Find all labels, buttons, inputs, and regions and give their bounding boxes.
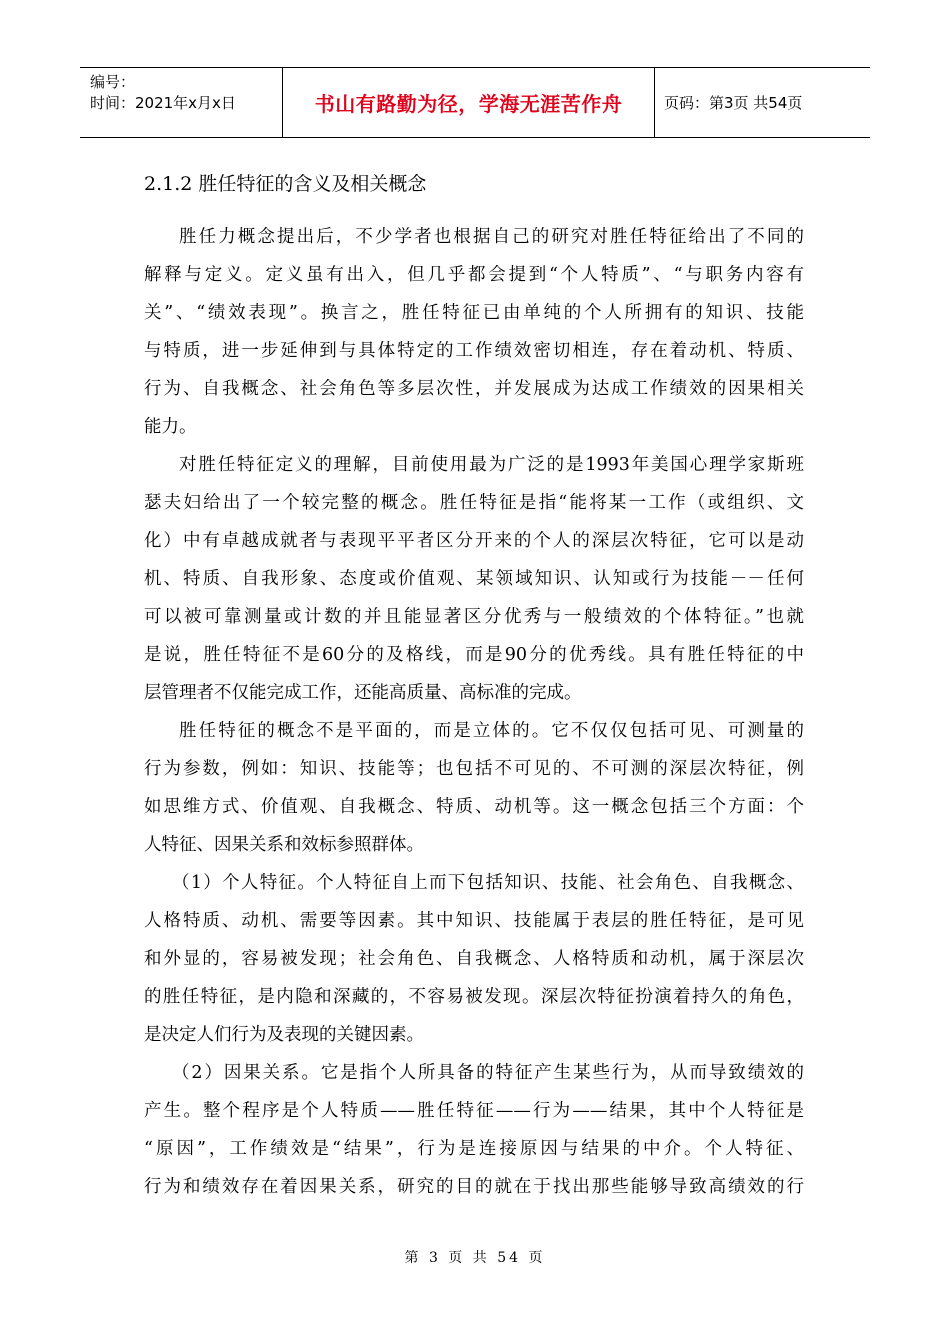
page-header	[80, 67, 870, 138]
text-line: 胜任力概念提出后，不少学者也根据自己的研究对胜任特征给出了不同的	[179, 227, 804, 247]
text-line: 可以被可靠测量或计数的并且能显著区分优秀与一般绩效的个体特征。”也就	[144, 607, 804, 627]
text-line: 产生。整个程序是个人特质——胜任特征——行为——结果，其中个人特征是	[144, 1101, 804, 1121]
text-line: 解释与定义。定义虽有出入，但几乎都会提到“个人特质”、“与职务内容有	[144, 265, 804, 285]
text-line: 关”、“绩效表现”。换言之，胜任特征已由单纯的个人所拥有的知识、技能	[144, 303, 804, 323]
text-line: 对胜任特征定义的理解，目前使用最为广泛的是1993年美国心理学家斯班	[179, 455, 804, 475]
time-label: 时间：2021年x月x日	[90, 94, 236, 112]
header-motto-cell	[283, 68, 655, 137]
text-line: 化）中有卓越成就者与表现平平者区分开来的个人的深层次特征，它可以是动	[144, 531, 804, 551]
text-line: 与特质，进一步延伸到与具体特定的工作绩效密切相连，存在着动机、特质、	[144, 341, 804, 361]
text-line: 的胜任特征，是内隐和深藏的，不容易被发现。深层次特征扮演着持久的角色，	[144, 987, 804, 1007]
text-line: 机、特质、自我形象、态度或价值观、某领域知识、认知或行为技能－－任何	[144, 569, 804, 589]
text-line: 层管理者不仅能完成工作，还能高质量、高标准的完成。	[144, 683, 582, 703]
text-line: “原因”，工作绩效是“结果”，行为是连接原因与结果的中介。个人特征、	[144, 1139, 804, 1159]
text-line: （1）个人特征。个人特征自上而下包括知识、技能、社会角色、自我概念、	[172, 873, 804, 893]
text-line: 行为、自我概念、社会角色等多层次性，并发展成为达成工作绩效的因果相关	[144, 379, 804, 399]
text-line: 是说，胜任特征不是60分的及格线，而是90分的优秀线。具有胜任特征的中	[144, 645, 804, 665]
text-line: 能力。	[144, 417, 197, 437]
header-page-info: 页码：第3页 共54页	[664, 94, 803, 112]
section-title: 2.1.2 胜任特征的含义及相关概念	[144, 173, 427, 195]
text-line: 胜任特征的概念不是平面的，而是立体的。它不仅仅包括可见、可测量的	[179, 721, 804, 741]
text-line: 如思维方式、价值观、自我概念、特质、动机等。这一概念包括三个方面：个	[144, 797, 804, 817]
document-body	[144, 218, 804, 1206]
header-meta	[80, 68, 283, 137]
page-footer: 第 3 页 共 54 页	[404, 1250, 546, 1266]
number-label: 编号：	[90, 73, 136, 91]
text-line: 瑟夫妇给出了一个较完整的概念。胜任特征是指“能将某一工作（或组织、文	[144, 493, 804, 513]
text-line: 和外显的，容易被发现；社会角色、自我概念、人格特质和动机，属于深层次	[144, 949, 804, 969]
text-line: 行为参数，例如：知识、技能等；也包括不可见的、不可测的深层次特征，例	[144, 759, 804, 779]
text-line: 人格特质、动机、需要等因素。其中知识、技能属于表层的胜任特征，是可见	[144, 911, 804, 931]
text-line: 人特征、因果关系和效标参照群体。	[144, 835, 424, 855]
text-line: 是决定人们行为及表现的关键因素。	[144, 1025, 424, 1045]
header-motto: 书山有路勤为径，学海无涯苦作舟	[314, 92, 623, 116]
text-line: （2）因果关系。它是指个人所具备的特征产生某些行为，从而导致绩效的	[172, 1063, 804, 1083]
text-line: 行为和绩效存在着因果关系，研究的目的就在于找出那些能够导致高绩效的行	[144, 1177, 804, 1197]
